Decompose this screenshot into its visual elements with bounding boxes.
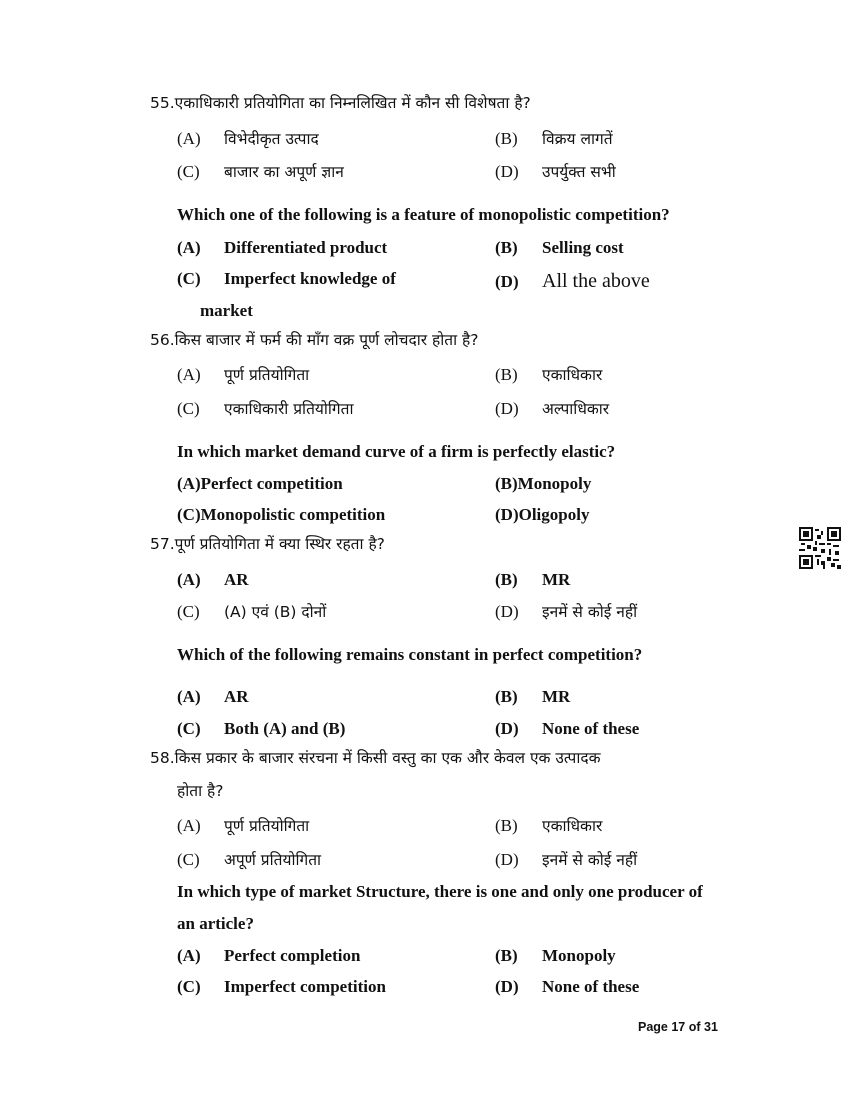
q58-number: 58. (150, 749, 175, 767)
q58-en-option-d: (D) None of these (495, 977, 640, 996)
q57-hi-option-a: (A) AR (177, 570, 249, 589)
q55-en-option-c: (C) Imperfect knowledge of (177, 269, 396, 288)
q57-hindi-question: 57.पूर्ण प्रतियोगिता में क्या स्थिर रहता है? (150, 535, 385, 553)
q57-hi-option-b: (B) MR (495, 570, 571, 589)
q55-en-option-c-cont: market (200, 301, 253, 320)
q56-hi-option-d: (D) अल्पाधिकार (495, 399, 610, 418)
q57-en-option-a: (A) AR (177, 687, 249, 706)
total-pages: 31 (704, 1020, 718, 1034)
q57-en-option-d: (D) None of these (495, 719, 640, 738)
current-page: 17 (671, 1020, 686, 1034)
q55-en-option-b: (B) Selling cost (495, 238, 624, 257)
qr-code-icon (799, 527, 841, 569)
q57-number: 57. (150, 535, 175, 553)
q57-en-option-c: (C) Both (A) and (B) (177, 719, 346, 738)
q58-english-question: In which type of market Structure, there is one and only one producer of (177, 882, 703, 901)
q58-hindi-question: 58.किस प्रकार के बाजार संरचना में किसी वस्तु का एक और केवल एक उत्पादक (150, 749, 601, 767)
q56-hi-option-b: (B) एकाधिकार (495, 365, 603, 384)
q55-english-question: Which one of the following is a feature of monopolistic competition? (177, 205, 670, 224)
q58-hindi-question-cont: होता है? (177, 782, 224, 800)
q58-hi-option-a: (A) पूर्ण प्रतियोगिता (177, 816, 310, 835)
q56-number: 56. (150, 331, 175, 349)
q55-hindi-question: 55.एकाधिकारी प्रतियोगिता का निम्नलिखित में कौन सी विशेषता है? (150, 94, 531, 112)
q56-hindi-question: 56.किस बाजार में फर्म की माँग वक्र पूर्ण लोचदार होता है? (150, 331, 479, 349)
q58-hi-option-b: (B) एकाधिकार (495, 816, 603, 835)
q58-hi-option-d: (D) इनमें से कोई नहीं (495, 850, 638, 869)
q58-en-option-c: (C) Imperfect competition (177, 977, 386, 996)
q56-hi-option-a: (A) पूर्ण प्रतियोगिता (177, 365, 310, 384)
q55-en-option-a: (A) Differentiated product (177, 238, 388, 257)
q56-hi-option-c: (C) एकाधिकारी प्रतियोगिता (177, 399, 354, 418)
q57-en-option-b: (B) MR (495, 687, 571, 706)
q56-english-question: In which market demand curve of a firm is perfectly elastic? (177, 442, 616, 461)
q58-en-option-a: (A) Perfect completion (177, 946, 361, 965)
q56-en-option-a: (A)Perfect competition (177, 474, 343, 493)
q58-en-option-b: (B) Monopoly (495, 946, 616, 965)
q57-english-question: Which of the following remains constant in perfect competition? (177, 645, 643, 664)
q55-en-option-d: (D) All the above (495, 270, 650, 292)
q56-en-option-d: (D)Oligopoly (495, 505, 590, 524)
q57-hi-option-c: (C) (A) एवं (B) दोनों (177, 602, 327, 621)
q55-hi-option-d: (D) उपर्युक्त सभी (495, 162, 616, 181)
q57-hi-option-d: (D) इनमें से कोई नहीं (495, 602, 638, 621)
q55-hi-option-a: (A) विभेदीकृत उत्पाद (177, 129, 319, 148)
q56-en-option-c: (C)Monopolistic competition (177, 505, 386, 524)
q58-english-question-cont: an article? (177, 914, 254, 933)
q58-hi-option-c: (C) अपूर्ण प्रतियोगिता (177, 850, 322, 869)
page-number-footer: Page 17 of 31 (638, 1020, 718, 1034)
q55-number: 55. (150, 94, 175, 112)
q56-en-option-b: (B)Monopoly (495, 474, 592, 493)
q55-hi-option-b: (B) विक्रय लागतें (495, 129, 613, 148)
q55-hi-option-c: (C) बाजार का अपूर्ण ज्ञान (177, 162, 344, 181)
